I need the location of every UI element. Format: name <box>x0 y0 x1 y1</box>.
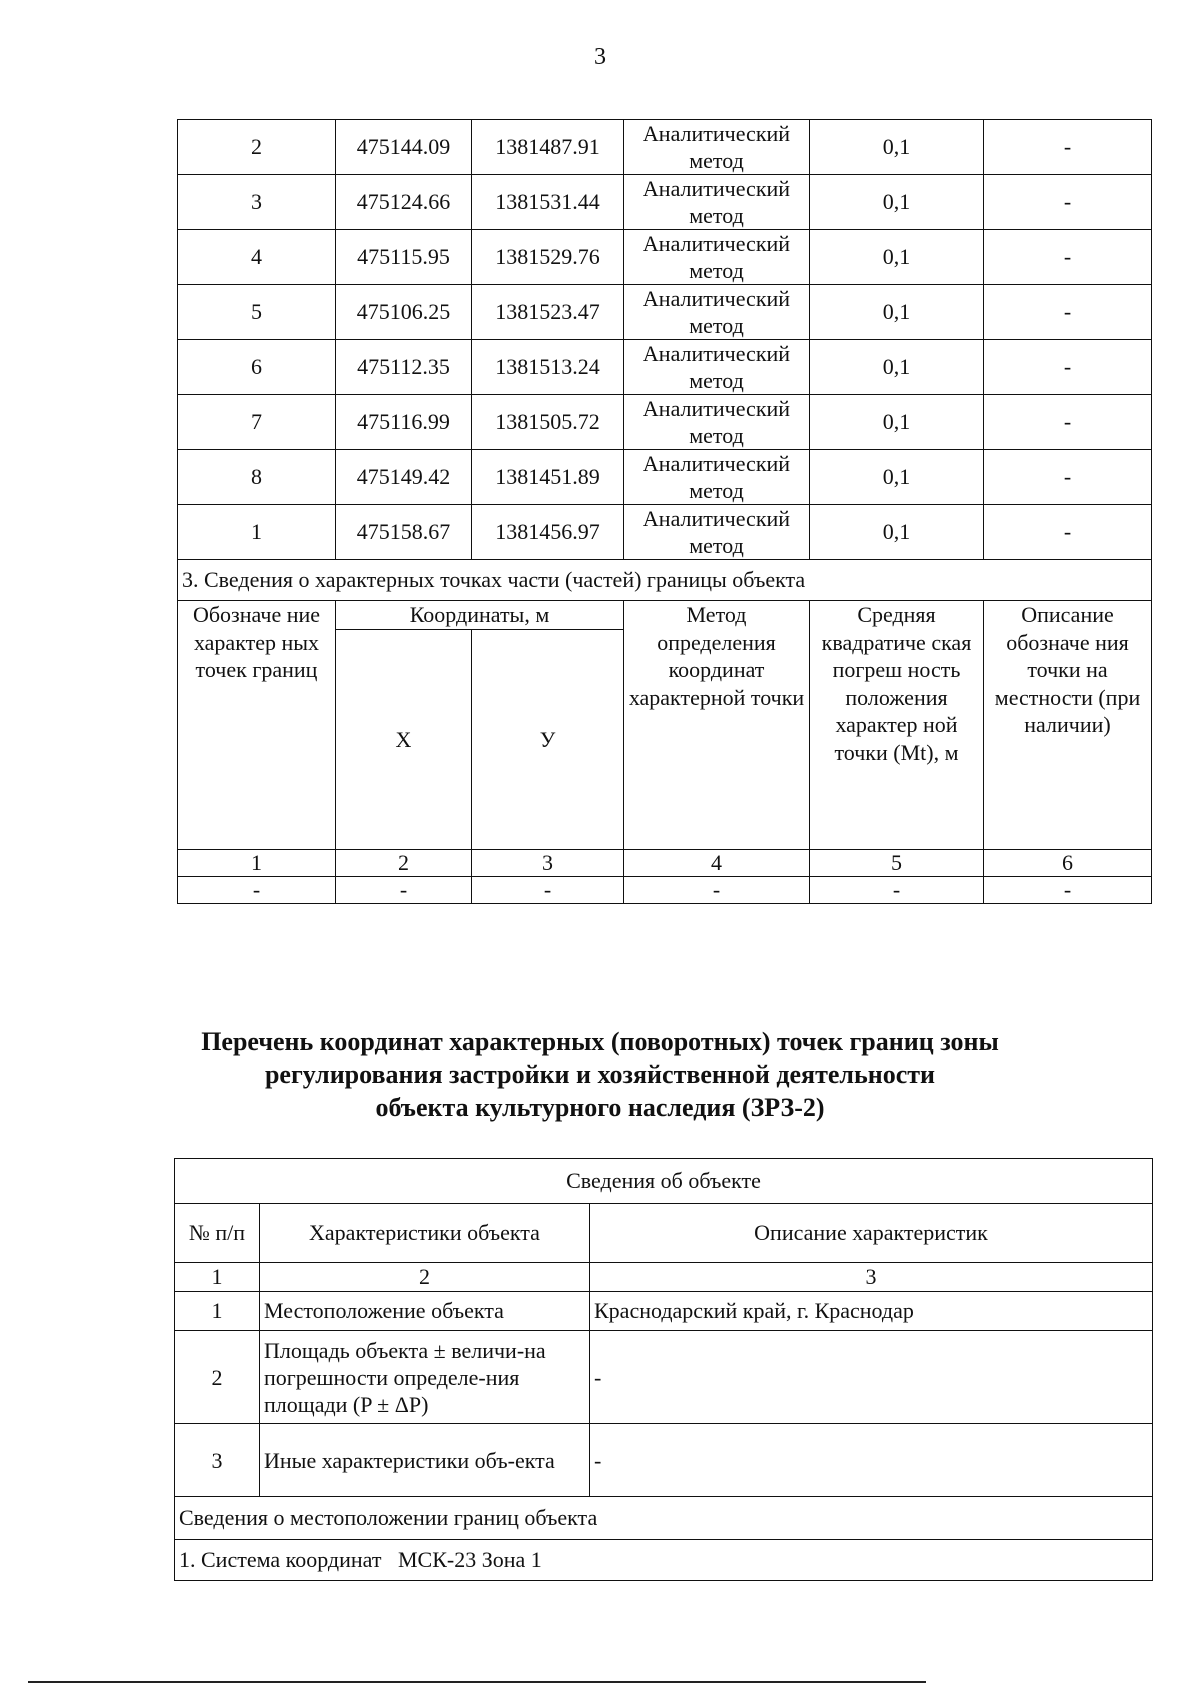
object-row <box>175 1331 1153 1424</box>
header-characteristics: Характеристики объекта <box>260 1204 590 1263</box>
point-number: 4 <box>178 230 336 285</box>
empty-cell: - <box>624 877 810 904</box>
method: Аналитический метод <box>624 175 810 230</box>
header-designation: Обозначе ние характер ных точек границ <box>178 601 336 850</box>
empty-cell: - <box>178 877 336 904</box>
coord-y: 1381451.89 <box>472 450 624 505</box>
row-value: - <box>590 1424 1153 1497</box>
row-value: Краснодарский край, г. Краснодар <box>590 1292 1153 1331</box>
point-row <box>178 175 1152 230</box>
heading-line: объекта культурного наследия (ЗРЗ-2) <box>375 1093 825 1122</box>
point-row <box>178 450 1152 505</box>
coord-x: 475116.99 <box>336 395 472 450</box>
empty-cell: - <box>336 877 472 904</box>
object-title-row <box>175 1159 1153 1204</box>
point-number: 8 <box>178 450 336 505</box>
coord-y: 1381523.47 <box>472 285 624 340</box>
description: - <box>984 505 1152 560</box>
description: - <box>984 120 1152 175</box>
column-number: 2 <box>260 1263 590 1292</box>
point-number: 3 <box>178 175 336 230</box>
empty-cell: - <box>810 877 984 904</box>
accuracy: 0,1 <box>810 120 984 175</box>
point-number: 5 <box>178 285 336 340</box>
bottom-rule <box>28 1681 926 1683</box>
column-number: 3 <box>472 850 624 877</box>
object-row <box>175 1292 1153 1331</box>
object-info-table <box>174 1158 1153 1581</box>
point-number: 7 <box>178 395 336 450</box>
point-number: 1 <box>178 505 336 560</box>
coord-x: 475124.66 <box>336 175 472 230</box>
object-table-title: Сведения об объекте <box>175 1159 1153 1204</box>
heading-line: регулирования застройки и хозяйственной деятельности <box>264 1060 936 1089</box>
method: Аналитический метод <box>624 230 810 285</box>
coord-x: 475115.95 <box>336 230 472 285</box>
column-number: 3 <box>590 1263 1153 1292</box>
coord-y: 1381487.91 <box>472 120 624 175</box>
coord-y: 1381531.44 <box>472 175 624 230</box>
accuracy: 0,1 <box>810 395 984 450</box>
coord-x: 475106.25 <box>336 285 472 340</box>
section3-title: 3. Сведения о характерных точках части (частей) границы объекта <box>178 560 1152 601</box>
column-number: 1 <box>178 850 336 877</box>
column-number: 5 <box>810 850 984 877</box>
object-header-row <box>175 1204 1153 1263</box>
accuracy: 0,1 <box>810 450 984 505</box>
header-row <box>178 601 1152 630</box>
location-title: Сведения о местоположении границ объекта <box>175 1497 1153 1540</box>
description: - <box>984 285 1152 340</box>
row-num: 3 <box>175 1424 260 1497</box>
accuracy: 0,1 <box>810 340 984 395</box>
column-number: 1 <box>175 1263 260 1292</box>
coord-y: 1381529.76 <box>472 230 624 285</box>
point-row <box>178 505 1152 560</box>
location-title-row <box>175 1497 1153 1540</box>
column-number: 4 <box>624 850 810 877</box>
point-row <box>178 230 1152 285</box>
row-characteristic: Местоположение объекта <box>260 1292 590 1331</box>
method: Аналитический метод <box>624 285 810 340</box>
description: - <box>984 340 1152 395</box>
header-method: Метод определения координат характерной точки <box>624 601 810 850</box>
row-value: - <box>590 1331 1153 1424</box>
column-numbers-row <box>178 850 1152 877</box>
column-number: 2 <box>336 850 472 877</box>
coord-x: 475112.35 <box>336 340 472 395</box>
section3-row <box>178 560 1152 601</box>
point-number: 6 <box>178 340 336 395</box>
header-x: X <box>336 630 472 850</box>
empty-cell: - <box>472 877 624 904</box>
description: - <box>984 450 1152 505</box>
row-characteristic: Иные характеристики объ-екта <box>260 1424 590 1497</box>
page-number: 3 <box>594 44 606 70</box>
method: Аналитический метод <box>624 120 810 175</box>
row-num: 2 <box>175 1331 260 1424</box>
header-y: У <box>472 630 624 850</box>
description: - <box>984 230 1152 285</box>
coord-system-row <box>175 1540 1153 1581</box>
object-column-numbers-row <box>175 1263 1153 1292</box>
header-coordinates: Координаты, м <box>336 601 624 630</box>
header-num: № п/п <box>175 1204 260 1263</box>
method: Аналитический метод <box>624 505 810 560</box>
column-number: 6 <box>984 850 1152 877</box>
coord-y: 1381456.97 <box>472 505 624 560</box>
accuracy: 0,1 <box>810 175 984 230</box>
zone-heading <box>0 1025 1200 1124</box>
point-row <box>178 120 1152 175</box>
accuracy: 0,1 <box>810 285 984 340</box>
point-number: 2 <box>178 120 336 175</box>
heading-line: Перечень координат характерных (поворотных) точек границ зоны <box>201 1027 999 1056</box>
point-row <box>178 285 1152 340</box>
coord-x: 475158.67 <box>336 505 472 560</box>
header-accuracy: Средняя квадратиче ская погреш ность положения характер ной точки (Mt), м <box>810 601 984 850</box>
method: Аналитический метод <box>624 450 810 505</box>
method: Аналитический метод <box>624 395 810 450</box>
boundary-points-table <box>177 119 1152 904</box>
header-char-description: Описание характеристик <box>590 1204 1153 1263</box>
header-description: Описание обозначе ния точки на местности (при наличии) <box>984 601 1152 850</box>
coord-system: 1. Система координат МСК-23 Зона 1 <box>175 1540 1153 1581</box>
point-row <box>178 395 1152 450</box>
method: Аналитический метод <box>624 340 810 395</box>
coord-x: 475149.42 <box>336 450 472 505</box>
empty-row <box>178 877 1152 904</box>
object-row <box>175 1424 1153 1497</box>
row-characteristic: Площадь объекта ± величи-на погрешности определе-ния площади (P ± ΔP) <box>260 1331 590 1424</box>
point-row <box>178 340 1152 395</box>
accuracy: 0,1 <box>810 505 984 560</box>
coord-y: 1381505.72 <box>472 395 624 450</box>
coord-x: 475144.09 <box>336 120 472 175</box>
description: - <box>984 175 1152 230</box>
row-num: 1 <box>175 1292 260 1331</box>
description: - <box>984 395 1152 450</box>
empty-cell: - <box>984 877 1152 904</box>
coord-y: 1381513.24 <box>472 340 624 395</box>
accuracy: 0,1 <box>810 230 984 285</box>
